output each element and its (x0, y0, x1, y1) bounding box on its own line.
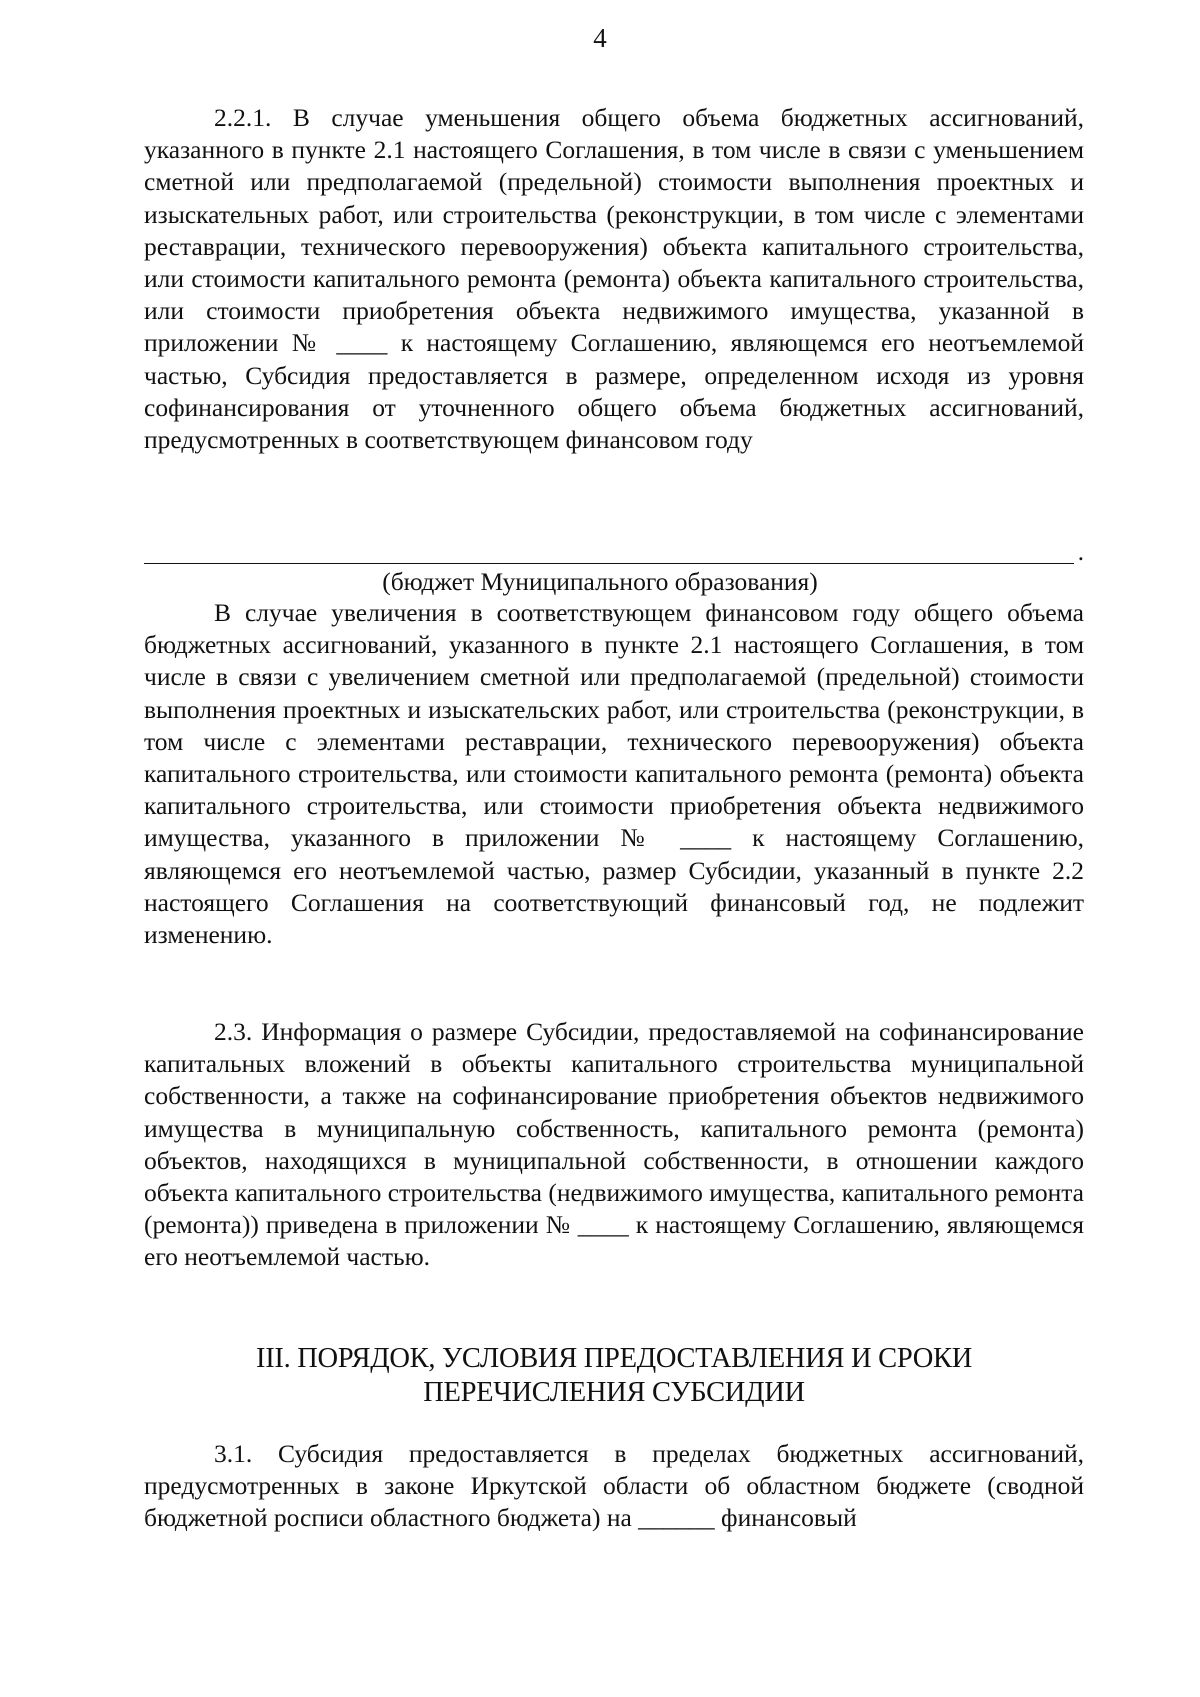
paragraph-increase-block (144, 597, 1084, 951)
paragraph-2-3-block (144, 1016, 1084, 1274)
blank-line-period: . (1077, 539, 1084, 566)
paragraph-2-2-1: 2.2.1. В случае уменьшения общего объема бюджетных ассигнований, указанного в пункте 2.1 настоящего Соглашения, в том числе в связи с уменьшением сметной или предполагаемой (предельной) стоимости выполнения проектных и изыскательных работ, или строительства (реконструкции, в том числе с элементами реставрации, технического перевооружения) объекта капитального строительства, или стоимости капитального ремонта (ремонта) объекта капитального строительства, или стоимости приобретения объекта недвижимого имущества, указанной в приложении № ____ к настоящему Соглашению, являющемся его неотъемлемой частью, Субсидия предоставляется в размере, определенном исходя из уровня софинансирования от уточненного общего объема бюджетных ассигнований, предусмотренных в соответствующем финансовом году (144, 103, 1084, 455)
paragraph-2-3: 2.3. Информация о размере Субсидии, предоставляемой на софинансирование капитальных вложений в объекты капитального строительства муниципальной собственности, а также на софинансирование приобретения объектов недвижимого имущества в муниципальную собственность, капитального ремонта (ремонта) объектов, находящихся в муниципальной собственности, в отношении каждого объекта капитального строительства (недвижимого имущества, капитального ремонта (ремонта)) приведена в приложении № ____ к настоящему Соглашению, являющемся его неотъемлемой частью. (144, 1017, 1084, 1272)
paragraph-3-1-block (144, 1438, 1084, 1535)
section-heading-line-1: III. ПОРЯДОК, УСЛОВИЯ ПРЕДОСТАВЛЕНИЯ И СРОКИ (256, 1343, 972, 1374)
section-heading-line-2: ПЕРЕЧИСЛЕНИЯ СУБСИДИИ (423, 1377, 805, 1408)
section-heading (144, 1342, 1084, 1410)
paragraph-increase: В случае увеличения в соответствующем финансовом году общего объема бюджетных ассигнований, указанного в пункте 2.1 настоящего Соглашения, в том числе в связи с увеличением сметной или предполагаемой (предельной) стоимости выполнения проектных и изыскательских работ, или строительства (реконструкции, в том числе с элементами реставрации, технического перевооружения) объекта капитального строительства, или стоимости капитального ремонта (ремонта) объекта капитального строительства, или стоимости приобретения объекта недвижимого имущества, указанного в приложении № ____ к настоящему Соглашению, являющемся его неотъемлемой частью, размер Субсидии, указанный в пункте 2.2 настоящего Соглашения на соответствующий финансовый год, не подлежит изменению. (144, 598, 1084, 950)
blank-underline (144, 563, 1074, 564)
blank-field-caption: (бюджет Муниципального образования) (382, 567, 818, 596)
paragraph-3-1: 3.1. Субсидия предоставляется в пределах бюджетных ассигнований, предусмотренных в законе Иркутской области об областном бюджете (сводной бюджетной росписи областного бюджета) на ______ финансовый (144, 1439, 1084, 1533)
page-number: 4 (593, 23, 607, 53)
paragraph-2-2-1-block (144, 102, 1084, 456)
